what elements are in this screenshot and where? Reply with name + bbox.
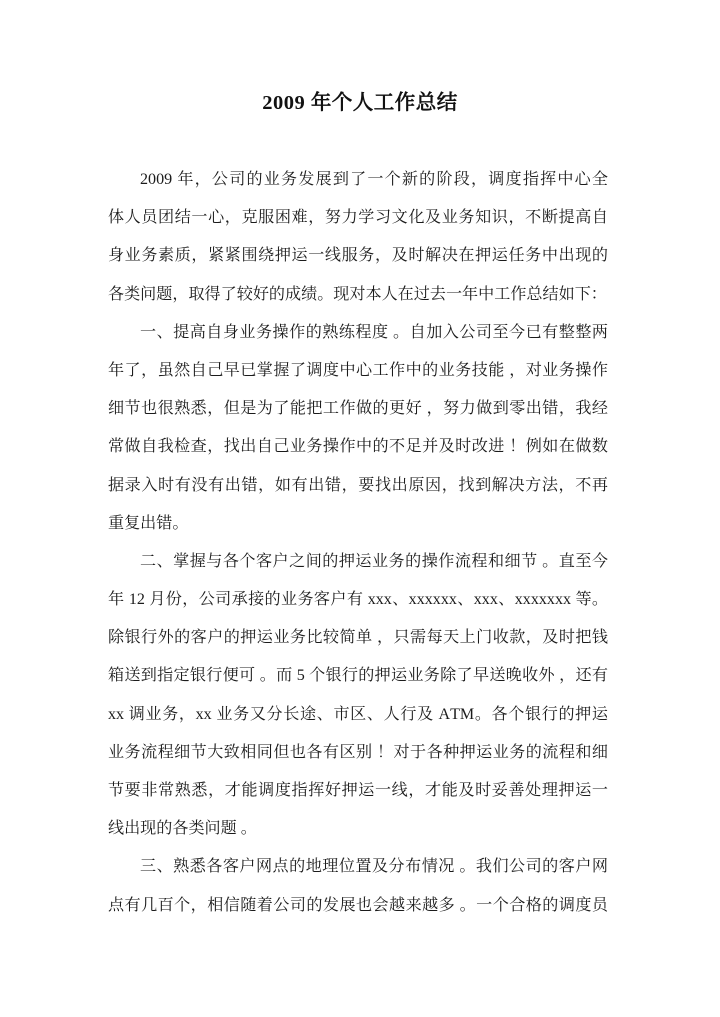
text-line: 点有几百个，相信随着公司的发展也会越来越多 。一个合格的调度员 — [108, 896, 608, 914]
text-line: 各类问题，取得了较好的成绩。现对本人在过去一年中工作总结如下： — [108, 285, 607, 303]
text-line: 据录入时有没有出错，如有出错，要找出原因，找到解决方法，不再 — [108, 476, 608, 494]
text-line: 线出现的各类问题 。 — [108, 820, 257, 838]
paragraph-item-3 — [108, 848, 608, 924]
document-body — [108, 161, 608, 925]
text-line: 重复出错。 — [108, 514, 189, 532]
text-line: 节要非常熟悉，才能调度指挥好押运一线，才能及时妥善处理押运一 — [108, 782, 608, 799]
paragraph-item-1 — [108, 314, 608, 543]
text-line: 身业务素质，紧紧围绕押运一线服务，及时解决在押运任务中出现的 — [108, 247, 608, 265]
text-line: 二、掌握与各个客户之间的押运业务的操作流程和细节 。直至今 — [140, 552, 608, 570]
text-line: 年 12 月份，公司承接的业务客户有 xxx、xxxxxx、xxx、xxxxxxx 等。 — [108, 591, 608, 609]
text-line: 除银行外的客户的押运业务比较简单 ，只需每天上门收款，及时把钱 — [108, 629, 608, 647]
text-line: xx 调业务，xx 业务又分长途、市区、人行及 ATM。各个银行的押运 — [108, 705, 608, 723]
paragraph-intro — [108, 161, 608, 314]
document-title: 2009 年个人工作总结 — [262, 92, 458, 114]
text-line: 年了，虽然自己早已掌握了调度中心工作中的业务技能 ，对业务操作 — [108, 361, 608, 379]
paragraph-item-2 — [108, 543, 608, 849]
text-line: 三、熟悉各客户网点的地理位置及分布情况 。我们公司的客户网 — [140, 858, 608, 876]
text-line: 体人员团结一心，克服困难，努力学习文化及业务知识，不断提高自 — [108, 209, 608, 227]
text-line: 2009 年，公司的业务发展到了一个新的阶段，调度指挥中心全 — [140, 171, 608, 188]
text-line: 箱送到指定银行便可 。而 5 个银行的押运业务除了早送晚收外 ，还有 — [108, 667, 608, 685]
text-line: 业务流程细节大致相同但也各有区别 ！对于各种押运业务的流程和细 — [108, 743, 608, 761]
text-line: 一、提高自身业务操作的熟练程度 。自加入公司至今已有整整两 — [140, 323, 608, 341]
text-line: 常做自我检查，找出自己业务操作中的不足并及时改进 ！例如在做数 — [108, 438, 608, 456]
text-line: 细节也很熟悉，但是为了能把工作做的更好 ，努力做到零出错，我经 — [108, 400, 608, 418]
